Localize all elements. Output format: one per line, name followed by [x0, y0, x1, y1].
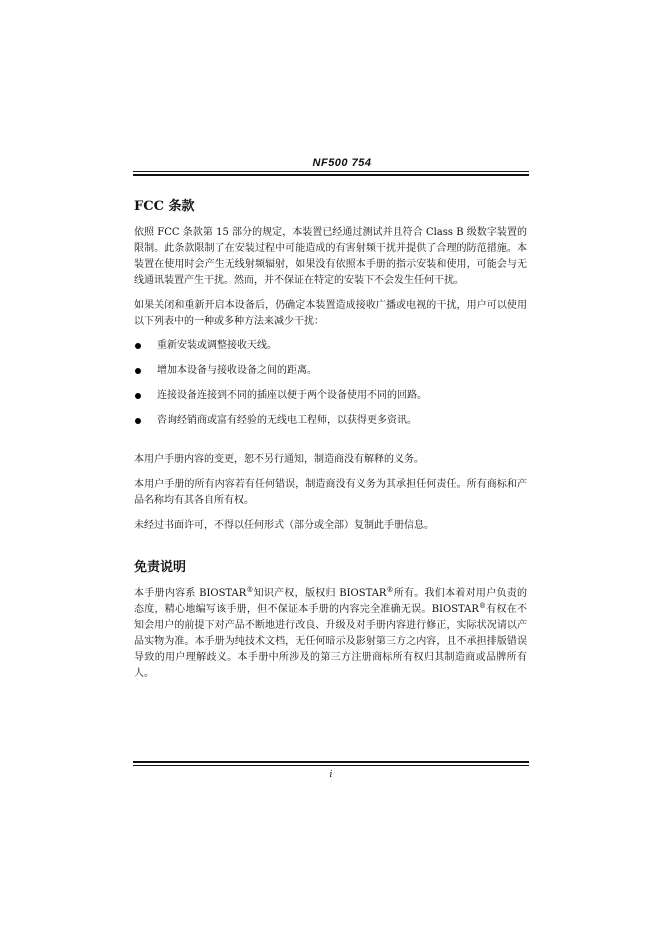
- list-item: [134, 364, 527, 378]
- list-item: [134, 339, 527, 353]
- footer-rule-thick: [133, 761, 529, 763]
- disclaimer-text-3: 所有。我们本着对用户负责的态度，精心地编写该手册，但不保证本手册的内容完全准确无误。BIOSTAR: [134, 588, 528, 615]
- footer-rule-thin: [133, 765, 529, 766]
- disclaimer-section: [134, 559, 527, 682]
- notice-copyright: 未经过书面许可，不得以任何形式（部分或全部）复制此手册信息。: [134, 520, 434, 531]
- disclaimer-heading: 免责说明: [134, 560, 187, 575]
- disclaimer-text-1: 本手册内容系 BIOSTAR: [134, 588, 247, 599]
- interference-remedies-list: [134, 339, 527, 428]
- notice-errors: 本用户手册的所有内容若有任何错误，制造商没有义务为其承担任何责任。所有商标和产品名称均有其各自所有权。: [134, 479, 527, 506]
- bullet-icon: [135, 393, 141, 399]
- list-item-text: 重新安装或调整接收天线。: [157, 340, 277, 351]
- list-item: [134, 414, 527, 428]
- registered-mark: ®: [386, 586, 394, 594]
- fcc-paragraph-2: 如果关闭和重新开启本设备后，仍确定本装置造成接收广播或电视的干扰，用户可以使用以下列表中的一种或多种方法来减少干扰：: [134, 300, 527, 327]
- disclaimer-text-2: 知识产权，版权归 BIOSTAR: [253, 588, 387, 599]
- registered-mark: ®: [246, 586, 254, 594]
- list-item: [134, 389, 527, 403]
- fcc-heading: FCC 条款: [134, 199, 195, 214]
- bullet-icon: [135, 368, 141, 374]
- header-rule-thin: [133, 171, 529, 172]
- header-title: NF500 754: [312, 157, 372, 169]
- fcc-section: [134, 198, 527, 534]
- list-item-text: 咨询经销商或富有经验的无线电工程师，以获得更多资讯。: [157, 415, 417, 426]
- fcc-paragraph-1: 依照 FCC 条款第 15 部分的规定，本装置已经通过测试并且符合 Class B 级数字装置的限制。此条款限制了在安装过程中可能造成的有害射频干扰并提供了合理的防范措施。本装置在使用时会产生无线射频辐射，如果没有依照本手册的指示安装和使用，可能会与无线通讯装置产生干扰。然而，并不保证在特定的安装下不会发生任何干扰。: [134, 227, 527, 286]
- list-item-text: 连接设备连接到不同的插座以便于两个设备使用不同的回路。: [157, 390, 427, 401]
- list-item-text: 增加本设备与接收设备之间的距离。: [157, 365, 317, 376]
- disclaimer-text-4: 有权在不知会用户的前提下对产品不断地进行改良、升级及对手册内容进行修正，实际状况请以产品实物为准。本手册为纯技术文档，无任何暗示及影射第三方之内容，且不承担排版错误导致的用户理解歧义。本手册中所涉及的第三方注册商标所有权归其制造商或品牌所有人。: [134, 604, 527, 679]
- header-rule-thick: [133, 174, 529, 176]
- page-body: [134, 198, 527, 691]
- notice-changes: 本用户手册内容的变更，恕不另行通知，制造商没有解释的义务。: [134, 454, 424, 465]
- bullet-icon: [135, 343, 141, 349]
- registered-mark: ®: [478, 602, 486, 610]
- bullet-icon: [135, 418, 141, 424]
- page-number: i: [329, 770, 333, 780]
- disclaimer-paragraph: [134, 586, 527, 682]
